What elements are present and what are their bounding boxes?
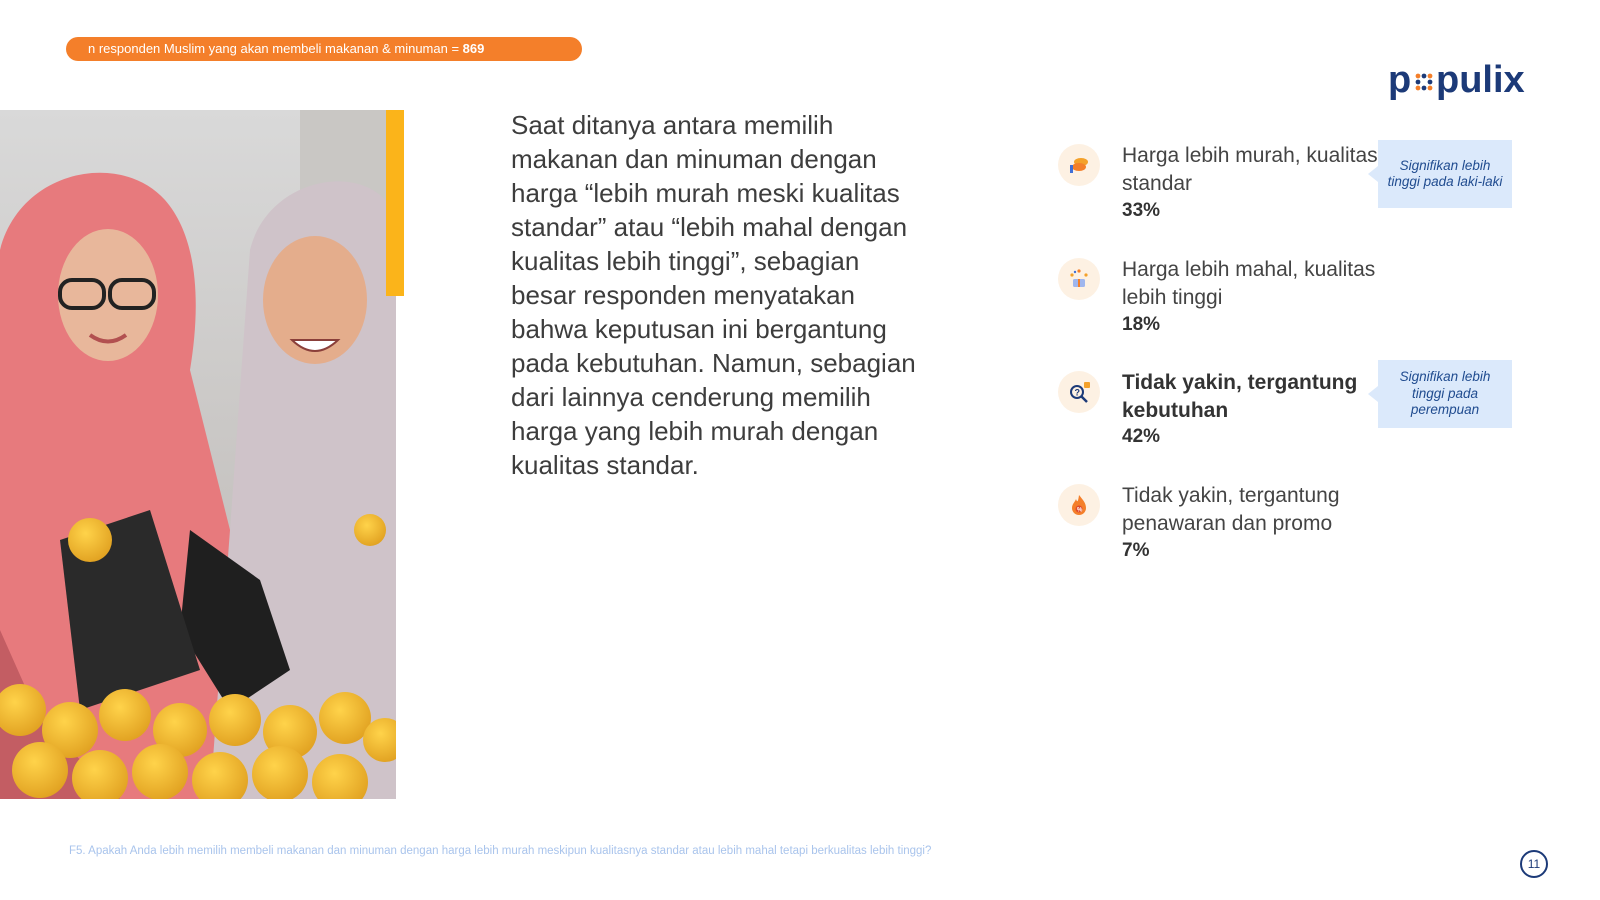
result-label: Tidak yakin, tergantung kebutuhan: [1122, 371, 1358, 422]
coins-icon: [1058, 144, 1100, 186]
svg-text:%: %: [1077, 507, 1083, 514]
sample-size-text: n responden Muslim yang akan membeli makanan & minuman =: [88, 41, 463, 56]
logo-dots-icon: [1416, 74, 1433, 91]
result-percent: 7%: [1122, 540, 1150, 561]
fire-promo-icon: [1058, 484, 1100, 526]
result-label: Harga lebih mahal, kualitas lebih tinggi: [1122, 258, 1376, 309]
result-percent: 18%: [1122, 314, 1161, 335]
logo-text-left: p: [1388, 59, 1412, 101]
shoppers-photo: [0, 110, 396, 799]
magnifier-question-icon: [1058, 371, 1100, 413]
svg-text:?: ?: [1074, 387, 1080, 398]
result-percent: 33%: [1122, 200, 1161, 221]
significance-callout-male: Signifikan lebih tinggi pada laki-laki: [1378, 140, 1512, 208]
sparkle-gift-icon: [1058, 258, 1100, 300]
sample-size-badge: [66, 37, 582, 61]
intro-paragraph: Saat ditanya antara memilih makanan dan minuman dengan harga “lebih murah meski kualitas standar” atau “lebih mahal dengan kualitas lebih tinggi”, sebagian besar responden menyatakan bahwa keputusan ini bergantung pada kebutuhan. Namun, sebagian dari lainnya cenderung memilih harga yang lebih murah dengan kualitas standar.: [511, 110, 916, 480]
significance-callout-female: Signifikan lebih tinggi pada perempuan: [1378, 360, 1512, 428]
result-label: Tidak yakin, tergantung penawaran dan promo: [1122, 484, 1340, 535]
populix-logo: [1388, 54, 1548, 110]
survey-question-footnote: F5. Apakah Anda lebih memilih membeli makanan dan minuman dengan harga lebih murah meskipun kualitasnya standar atau lebih mahal tetapi berkualitas lebih tinggi?: [69, 845, 932, 857]
accent-bar: [386, 110, 404, 296]
logo-text-right: pulix: [1436, 59, 1525, 101]
result-label: Harga lebih murah, kualitas standar: [1122, 144, 1378, 195]
result-percent: 42%: [1122, 426, 1161, 447]
sample-size-value: 869: [462, 41, 485, 56]
page-number: 11: [1520, 850, 1548, 878]
